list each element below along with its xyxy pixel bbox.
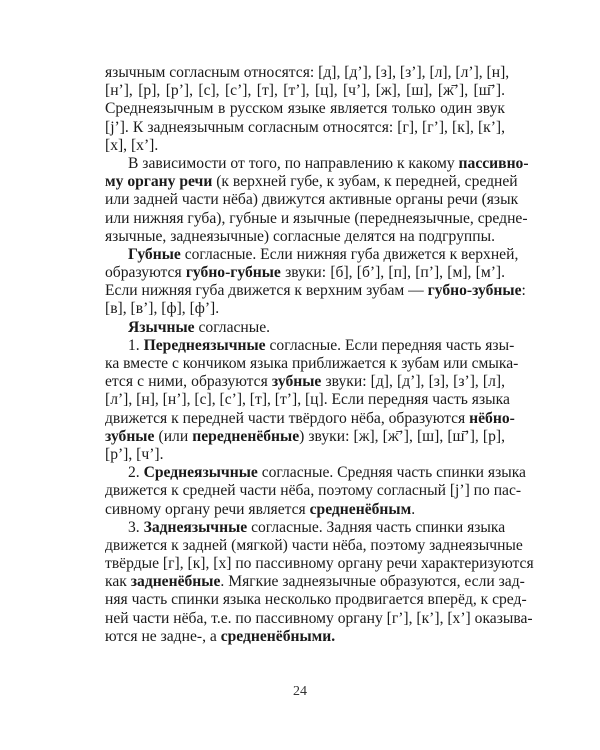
text-run: 1. <box>128 336 144 354</box>
text-run: ) звуки: [ж], [ж̄’], [ш], [ш̄’], [р], <box>299 427 505 445</box>
text-run: или нижняя губа), губные и язычные (переднеязычные, средне- <box>105 209 528 227</box>
text-line <box>105 82 505 100</box>
bold-term: Язычные <box>128 318 195 336</box>
text-run: [j’]. К заднеязычным согласным относятся: [г], [г’], [к], [к’], <box>105 118 505 136</box>
text-line <box>105 119 505 137</box>
text-line <box>105 409 515 428</box>
text-run: [н’], [р], [р’], [с], [с’], [т], [т’], [ц], [ч’], [ж], [ш], [ж̄’], [ш̄’]. <box>105 82 505 100</box>
text-run: Если нижняя губа движется к верхним зубам — <box>105 282 428 300</box>
text-line <box>105 519 505 537</box>
text-line <box>105 209 528 228</box>
text-run: . Мягкие заднеязычные образуются, если зад- <box>220 573 525 591</box>
text-run: [р’], [ч’]. <box>105 445 164 463</box>
text-line <box>105 154 529 173</box>
text-line <box>105 446 505 464</box>
text-run: согласные. Задняя часть спинки языка <box>247 518 506 536</box>
bold-term: губно-зубные <box>427 282 522 300</box>
text-line <box>105 536 523 555</box>
text-line <box>105 591 527 609</box>
text-line <box>105 501 505 519</box>
text-line <box>105 628 505 646</box>
text-run: как <box>105 573 131 591</box>
text-run: сивному органу речи является <box>105 500 310 518</box>
text-run: . <box>411 500 416 518</box>
text-line <box>105 191 519 209</box>
bold-term: Заднеязычные <box>143 518 248 536</box>
page-number: 24 <box>293 684 307 699</box>
text-line <box>105 137 505 155</box>
text-line <box>105 373 505 391</box>
paragraph-p2 <box>105 154 529 246</box>
body-text <box>105 64 534 646</box>
text-run: 2. <box>128 464 144 482</box>
text-line <box>105 264 505 282</box>
paragraph-p4 <box>105 319 505 337</box>
text-run: (или <box>154 427 193 445</box>
text-run: В зависимости от того, по направлению к какому <box>128 154 459 172</box>
text-run: звуки: [б], [б’], [п], [п’], [м], [м’]. <box>280 264 505 282</box>
text-line <box>105 428 505 446</box>
text-run: согласные. Если нижняя губа движется к верхней, <box>180 245 519 263</box>
bold-term: губно-губные <box>185 264 281 282</box>
text-line <box>105 228 505 246</box>
paragraph-p6 <box>105 464 526 519</box>
text-line <box>105 555 534 573</box>
text-run: согласные. Средняя часть спинки языка <box>257 464 526 482</box>
text-line <box>105 173 518 191</box>
text-run: [л’], [н], [н’], [с], [с’], [т], [т’], [ц]. Если передняя часть языка <box>105 391 510 409</box>
bold-term: Губные <box>128 245 181 263</box>
text-run: язычные, заднеязычные) согласные делятся на подгруппы. <box>105 227 495 245</box>
text-run: 3. <box>128 518 144 536</box>
text-line <box>105 355 519 373</box>
text-run: твёрдые [г], [к], [х] по пассивному органу речи характеризуются <box>105 555 534 573</box>
text-line <box>105 391 510 409</box>
text-run: движется к задней (мягкой) части нёба, поэтому заднеязычные <box>105 536 523 554</box>
text-run: согласные. <box>194 318 271 336</box>
text-run: согласные. Если передняя часть язы- <box>265 336 515 354</box>
text-line <box>105 64 510 82</box>
text-line <box>105 336 515 355</box>
bold-term: пассивно- <box>458 154 529 172</box>
text-run: движется к средней части нёба, поэтому согласный [j’] по пас- <box>105 482 522 500</box>
bold-term: средненёбным <box>309 500 412 518</box>
text-run: няя часть спинки языка несколько продвигается вперёд, к сред- <box>105 591 527 609</box>
bold-term: му органу речи <box>105 173 213 191</box>
text-run: ются не задне-, а <box>105 627 221 645</box>
text-run: звуки: [д], [д’], [з], [з’], [л], <box>321 373 505 391</box>
paragraph-p7 <box>105 518 534 646</box>
text-line <box>105 300 505 318</box>
text-line <box>105 609 533 628</box>
text-run: (к верхней губе, к зубам, к передней, средней <box>212 173 518 191</box>
bold-term: передненёбные <box>192 427 300 445</box>
text-run: [х], [х’]. <box>105 136 159 154</box>
paragraph-p1 <box>105 64 510 155</box>
bold-term: средненёбными. <box>220 627 336 645</box>
bold-term: Переднеязычные <box>143 336 266 354</box>
text-line <box>105 245 519 264</box>
text-run: образуются <box>105 264 186 282</box>
text-run: движется к передней части твёрдого нёба, образуются <box>105 409 470 427</box>
text-run: Среднеязычным в русском языке является только один звук <box>105 100 505 118</box>
paragraph-p5 <box>105 336 519 464</box>
text-run: : <box>521 282 526 300</box>
text-line <box>105 100 505 118</box>
paragraph-p3 <box>105 245 526 319</box>
text-line <box>105 464 526 482</box>
text-run: ней части нёба, т.е. по пассивному органу [г’], [к’], [х’] оказыва- <box>105 609 533 627</box>
bold-term: задненёбные <box>130 573 221 591</box>
text-run: или задней части нёба) движутся активные органы речи (язык <box>105 191 519 209</box>
bold-term: Среднеязычные <box>143 464 258 482</box>
bold-term: зубные <box>105 427 155 445</box>
text-run: [в], [в’], [ф], [ф’]. <box>105 300 220 318</box>
text-line <box>105 282 526 300</box>
bold-term: зубные <box>271 373 322 391</box>
text-run: язычным согласным относятся: [д], [д’], [з], [з’], [л], [л’], [н], <box>105 64 510 81</box>
text-run: ется с ними, образуются <box>105 373 272 391</box>
text-line <box>105 319 505 337</box>
text-line <box>105 482 522 500</box>
text-run: ка вместе с кончиком языка приближается к зубам или смыка- <box>105 355 519 372</box>
bold-term: нёбно- <box>469 409 515 427</box>
text-line <box>105 573 525 591</box>
